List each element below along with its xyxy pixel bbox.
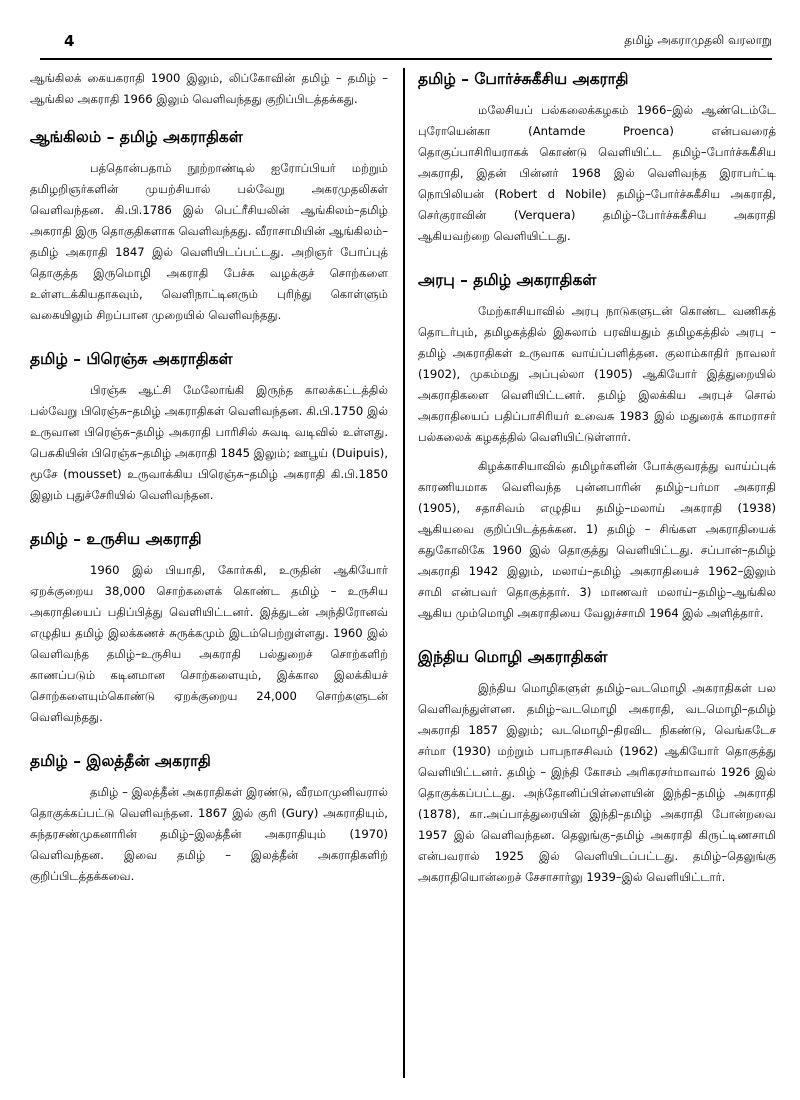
section-heading: தமிழ் – பிரெஞ்சு அகராதிகள்	[30, 350, 233, 368]
tamil-latin-section	[30, 750, 388, 887]
tamil-portuguese-section	[418, 68, 776, 247]
left-column	[30, 68, 388, 909]
section-heading: அரபு – தமிழ் அகராதிகள்	[418, 271, 597, 289]
section-heading: தமிழ் – உருசிய அகராதி	[30, 530, 202, 548]
section-paragraph: பத்தொன்பதாம் நூற்றாண்டில் ஐரோப்பியர் மற்றும் தமிழறிஞர்களின் முயற்சியால் பல்வேறு அகரமுதலிகள் வெளிவந்தன. கி.பி.1786 இல் பெட்ரீசியலின் ஆங்கிலம்–தமிழ் அகராதி இரு தொகுதிகளாக வெளிவந்தது. வீராசாமியின் ஆங்கிலம்–தமிழ் அகராதி 1847 இல் வெளியிடப்பட்டது. அறிஞர் போப்புத் தொகுத்த இருமொழி அகராதி பேச்சு வழக்குச் சொற்களை உள்ளடக்கியதாகவும், வெளிநாட்டினரும் புரிந்து கொள்ளும் வகையிலும் சிறப்பான முறையில் வெளிவந்தது.	[30, 161, 389, 322]
section-heading: ஆங்கிலம் – தமிழ் அகராதிகள்	[30, 128, 243, 146]
english-tamil-section	[30, 126, 388, 326]
section-paragraph: இந்திய மொழிகளுள் தமிழ்–வடமொழி அகராதிகள் பல வெளிவந்துள்ளன. தமிழ்–வடமொழி அகராதி, வடமொழி–தமிழ் அகராதி 1857 இலும்; வடமொழி–திரவிட நிகண்டு, வெங்கடேச சர்மா (1930) மற்றும் பாபநாசசிவம் (1962) ஆகியோர் தொகுத்து வெளியிட்டனர். தமிழ் – இந்தி கோசம் அரிகரசர்மாவால் 1926 இல் தொகுக்கப்பட்டது. அந்தோனிப்பிள்ளையின் இந்தி–தமிழ் அகராதி (1878), கா.அப்பாத்துரையின் இந்தி–தமிழ் அகராதி போன்றவை 1957 இல் வெளிவந்தன. தெலுங்கு–தமிழ் அகராதி கிருட்டிணசாமி என்பவரால் 1925 இல் வெளியிடப்பட்டது. தமிழ்–தெலுங்கு அகராதியொன்றைச் சேசாசார்லு 1939–இல் வெளியிட்டார்.	[418, 681, 776, 884]
tamil-russian-section	[30, 528, 388, 728]
column-divider	[403, 68, 405, 1078]
section-paragraph: 1960 இல் பியாதி, கோர்சுகி, உருதின் ஆகியோர் ஏறக்குறைய 38,000 சொற்களைக் கொண்ட தமிழ் – உருசிய அகராதியைப் பதிப்பித்து வெளியிட்டனர். இத்துடன் அந்திரோனவ் எழுதிய தமிழ் இலக்கணச் சுருக்கமும் இடம்பெற்றுள்ளது. 1960 இல் வெளிவந்த தமிழ்–உருசிய அகராதி பல்துறைச் சொற்களிற் காணப்படும் கடினமான சொற்களையும், இக்கால இலக்கியச் சொற்களையும்கொண்டு ஏறக்குறைய 24,000 சொற்களுடன் வெளிவந்தது.	[30, 563, 388, 724]
indian-languages-section	[418, 646, 776, 888]
section-paragraph: மேற்காசியாவில் அரபு நாடுகளுடன் கொண்ட வணிகத் தொடர்பும், தமிழகத்தில் இசுலாம் பரவியதும் தமிழகத்தில் அரபு – தமிழ் அகராதிகள் உருவாக வாய்ப்பளித்தன. குலாம்காதிர் நாவலர் (1902), முகம்மது அப்புல்லா (1905) ஆகியோர் இத்துறையில் அகராதிகளை வெளியிட்டனர். தமிழ் இலக்கிய அரபுச் சொல் அகராதியைப் பதிப்பாசிரியர் உவைசு 1983 இல் மதுரைக் காமராசர் பல்கலைக் கழகத்தில் வெளியிட்டுள்ளார்.	[418, 304, 776, 444]
running-title: தமிழ் அகராமுதலி வரலாறு	[624, 33, 772, 47]
section-heading: தமிழ் – இலத்தீன் அகராதி	[30, 752, 211, 770]
right-column	[418, 68, 776, 910]
intro-paragraph: ஆங்கிலக் கையகராதி 1900 இலும், லிப்கோவின் தமிழ் – தமிழ் – ஆங்கில அகராதி 1966 இலும் வெளிவந்தது குறிப்பிடத்தக்கது.	[30, 71, 388, 106]
section-heading: இந்திய மொழி அகராதிகள்	[418, 648, 608, 666]
section-paragraph: கிழக்காசியாவில் தமிழர்களின் போக்குவரத்து வாய்ப்புக் காரணியமாக வெளிவந்த புன்னபாரின் தமிழ்–பர்மா அகராதி (1905), சதாசிவம் எழுதிய தமிழ்–மலாய் அகராதி (1938) ஆகியவை குறிப்பிடத்தக்கன. 1) தமிழ் – சிங்கள அகராதியைக் கதுகோலிகே 1960 இல் தொகுத்து வெளியிட்டது. சப்பான்–தமிழ் அகராதி 1942 இலும், மலாய்–தமிழ் அகராதியைச் 1962–இலும் சாமி என்பவர் தொகுத்தார். 3) மாணவர் மலாய்–தமிழ்–ஆங்கில ஆகிய மும்மொழி அகராதியை வேலுச்சாமி 1964 இல் அளித்தார்.	[418, 459, 776, 620]
section-paragraph: பிரஞ்சு ஆட்சி மேலோங்கி இருந்த காலக்கட்டத்தில் பல்வேறு பிரெஞ்சு–தமிழ் அகராதிகள் வெளிவந்தன. கி.பி.1750 இல் உருவான பிரெஞ்சு–தமிழ் அகராதி பாரிசில் சுவடி வடிவில் உள்ளது. பெசுகியின் பிரெஞ்சு–தமிழ் அகராதி 1845 இலும்; ஊபூய் (Duipuis), மூசே (mousset) உருவாக்கிய பிரெஞ்சு–தமிழ் அகராதி கி.பி.1850 இலும் புதுச்சேரியில் வெளிவந்தன.	[30, 383, 389, 502]
arabic-tamil-section	[418, 269, 776, 624]
tamil-french-section	[30, 348, 388, 506]
page-header	[40, 26, 772, 60]
intro-section	[30, 68, 388, 110]
section-paragraph: தமிழ் – இலத்தீன் அகராதிகள் இரண்டு, வீரமாமுனிவரால் தொகுக்கப்பட்டு வெளிவந்தன. 1867 இல் குரி (Gury) அகராதியும், சுந்தரசண்முகனாரின் தமிழ்–இலத்தீன் அகராதியும் (1970) வெளிவந்தன. இவை தமிழ் – இலத்தீன் அகராதிகளிற் குறிப்பிடத்தக்கவை.	[30, 785, 388, 883]
page-number: 4	[64, 32, 75, 50]
section-paragraph: மலேசியப் பல்கலைக்கழகம் 1966–இல் ஆண்டெம்டே புரோயென்கா (Antamde Proenca) என்பவரைத் தொகுப்பாசிரியராகக் கொண்டு வெளியிட்ட தமிழ்–போர்ச்சுகீசிய அகராதி, இதன் பின்னர் 1968 இல் வெளிவந்த இராபர்ட்டி நொபிலியன் (Robert d Nobile) தமிழ்–போர்ச்சுகீசிய அகராதி, செர்குராவின் (Verquera) தமிழ்–போர்ச்சுகீசிய அகராதி ஆகியவற்றை வெளியிட்டது.	[418, 103, 776, 243]
section-heading: தமிழ் – போர்ச்சுகீசிய அகராதி	[418, 70, 629, 88]
